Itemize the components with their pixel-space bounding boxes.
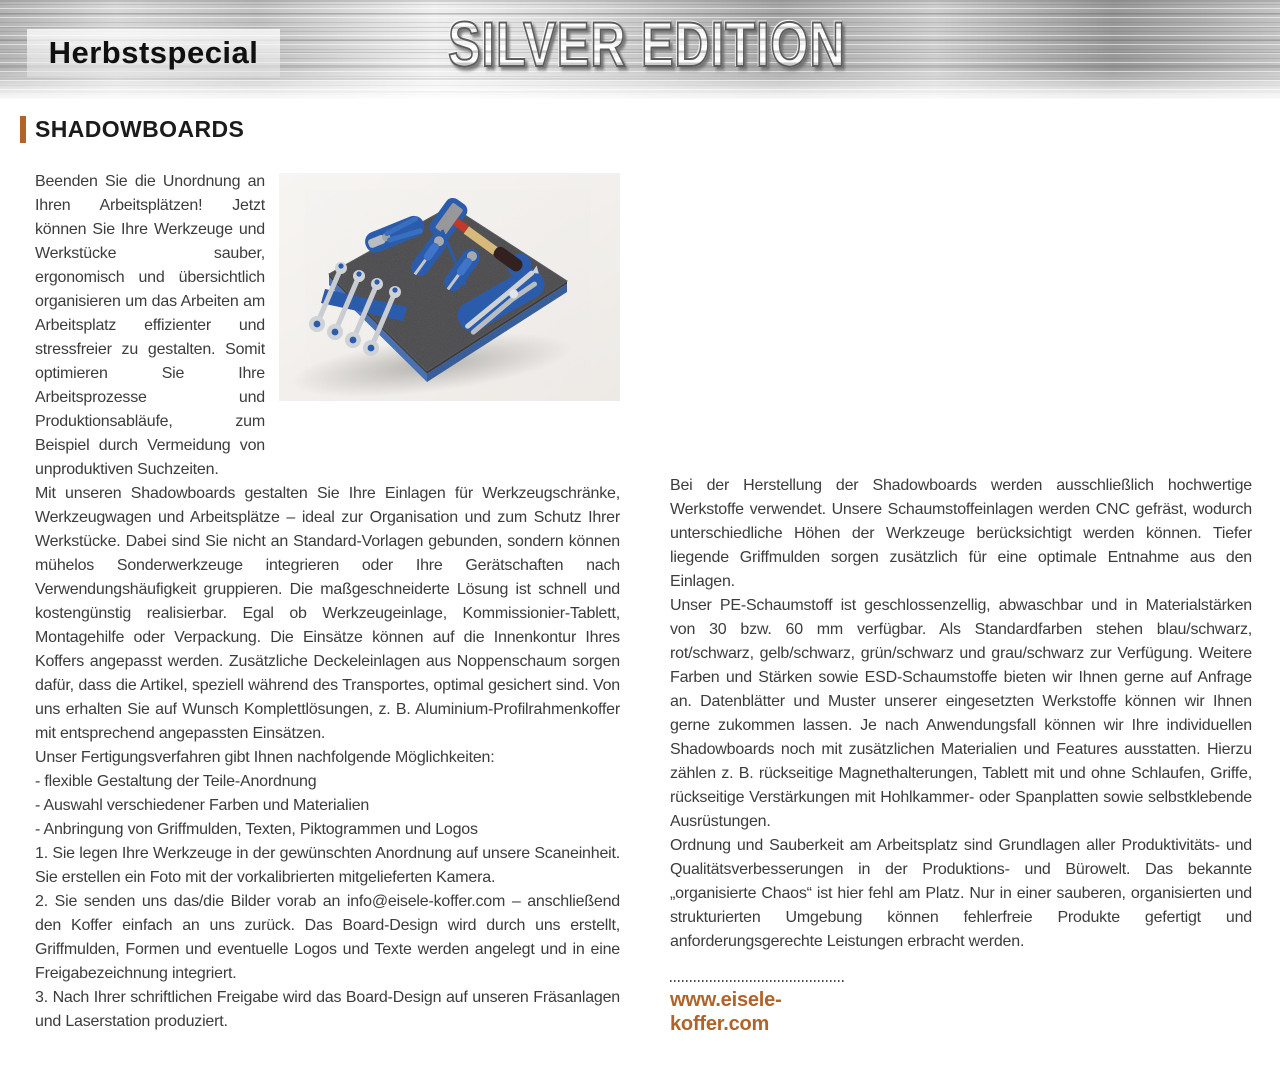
step-item: 1. Sie legen Ihre Werkzeuge in der gewünschten Anordnung auf unsere Scaneinheit. Sie erstellen ein Foto mit der vorkalibrierten mitgelieferten Kamera. [35, 845, 620, 886]
tool-foam-inlay-illustration [279, 173, 620, 401]
page-header [0, 0, 1280, 99]
left-column [35, 170, 620, 1034]
weblink-block [670, 980, 880, 1038]
body-paragraph: Mit unseren Shadowboards gestalten Sie Ihre Einlagen für Werkzeugschränke, Werkzeugwagen und Arbeitsplätze – ideal zur Organisation und zum Schutz Ihrer Werkstücke. Dabei sind Sie nicht an Standard-Vorlagen gebunden, sondern können mühelos Sonderwerkzeuge integrieren oder Ihre Gerätschaften nach Verwendungshäufigkeit gruppieren. Die maßgeschneiderte Lösung ist schnell und kostengünstig realisierbar. Egal ob Werkzeugeinlage, Kommissionier-Tablett, Montagehilfe oder Verpackung. Die Einsätze können auf die Innenkontur Ihres Koffers angepasst werden. Zusätzliche Deckeleinlagen aus Noppenschaum sorgen dafür, dass die Artikel, speziell während des Transportes, optimal gesichert sind. Von uns erhalten Sie auf Wunsch Komplettlösungen, z. B. Aluminium-Profilrahmenkoffer mit entsprechend angepassten Einsätzen. [35, 485, 620, 742]
page-title: SHADOWBOARDS [35, 116, 245, 142]
step-item: 3. Nach Ihrer schriftlichen Freigabe wird das Board-Design auf unseren Fräsanlagen und Laserstation produziert. [35, 989, 620, 1030]
right-column [670, 474, 1252, 1038]
right-paragraph: Unser PE-Schaumstoff ist geschlossenzellig, abwaschbar und in Materialstärken von 30 bzw. 60 mm verfügbar. Als Standardfarben stehen blau/schwarz, rot/schwarz, gelb/schwarz, grün/schwarz und grau/schwarz zur Verfügung. Weitere Farben und Stärken sowie ESD-Schaumstoffe bieten wir Ihnen gerne auf Anfrage an. Datenblätter und Muster unserer eingesetzten Werkstoffe können wir Ihnen gerne zukommen lassen. Je nach Anwendungsfall können wir Ihre individuellen Shadowboards noch mit zusätzlichen Materialien und Features ausstatten. Hierzu zählen z. B. rückseitige Magnethalterungen, Tablett mit und ohne Schlaufen, Griffe, rückseitige Verstärkungen mit Hohlkammer- oder Spanplatten sowie selbstklebende Ausrüstungen. [670, 597, 1252, 830]
right-paragraph: Ordnung und Sauberkeit am Arbeitsplatz sind Grundlagen aller Produktivitäts- und Qualitätsverbesserungen in der Produktions- und Bürowelt. Das bekannte „organisierte Chaos“ ist hier fehl am Platz. Nur in einer sauberen, organisierten und strukturierten Umgebung können fehlerfreie Produkte gefertigt und anforderungsgerechte Leistungen erbracht werden. [670, 837, 1252, 950]
section-head [20, 116, 244, 143]
website-link[interactable]: www.eisele-koffer.com [670, 989, 782, 1035]
feature-item: - flexible Gestaltung der Teile-Anordnung [35, 773, 317, 790]
promo-badge: Herbstspecial [27, 29, 280, 77]
right-paragraph: Bei der Herstellung der Shadowboards werden ausschließlich hochwertige Werkstoffe verwendet. Unsere Schaumstoffeinlagen werden CNC gefräst, wodurch unterschiedliche Höhen der Werkzeuge berücksichtigt werden können. Tiefer liegende Griffmulden sorgen zusätzlich für eine optimale Entnahme aus den Einlagen. [670, 477, 1252, 590]
accent-bar [20, 116, 26, 143]
intro-paragraph: Beenden Sie die Unordnung an Ihren Arbeitsplätzen! Jetzt können Sie Ihre Werkzeuge und Werkstücke sauber, ergonomisch und übersichtlich organisieren um das Arbeiten am Arbeitsplatz effizienter und stressfreier zu gestalten. Somit optimieren Sie Ihre Arbeitsprozesse und Produktionsabläufe, zum Beispiel durch Vermeidung von unproduktiven Suchzeiten. [35, 173, 265, 478]
step-item: 2. Sie senden uns das/die Bilder vorab an info@eisele-koffer.com – anschließend den Koffer einfach an uns zurück. Das Board-Design wird durch uns erstellt, Griffmulden, Formen und eventuelle Logos und Texte werden angelegt und in eine Freigabezeichnung integriert. [35, 893, 620, 982]
process-intro: Unser Fertigungsverfahren gibt Ihnen nachfolgende Möglichkeiten: [35, 749, 495, 766]
feature-item: - Anbringung von Griffmulden, Texten, Piktogrammen und Logos [35, 821, 478, 838]
edition-title: SILVER EDITION [448, 10, 846, 80]
dotted-separator [670, 980, 846, 982]
product-photo [279, 173, 620, 401]
feature-item: - Auswahl verschiedener Farben und Materialien [35, 797, 370, 814]
